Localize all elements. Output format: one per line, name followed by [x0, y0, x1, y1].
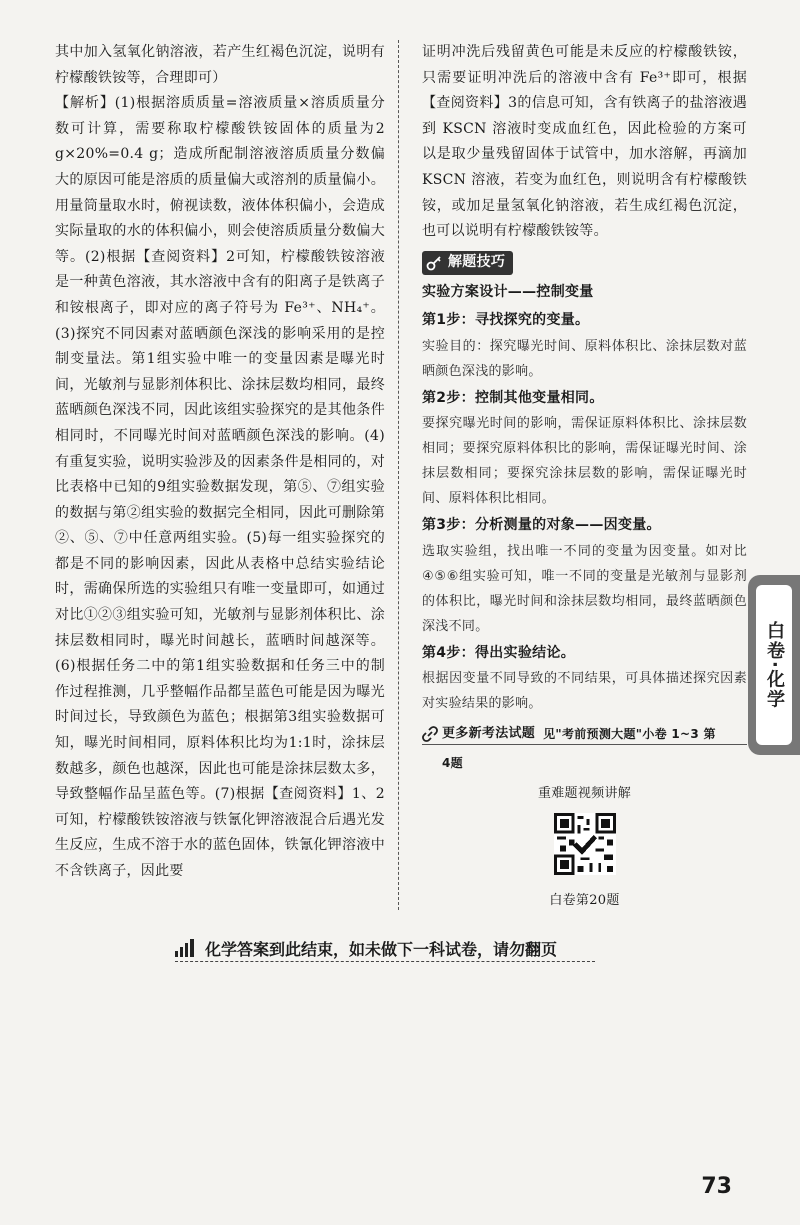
column-divider	[398, 40, 399, 910]
right-intro: 证明冲洗后残留黄色可能是未反应的柠檬酸铁铵，只需要证明冲洗后的溶液中含有 Fe³⁺即可，根据【查阅资料】3的信息可知，含有铁离子的盐溶液遇到 KSCN 溶液时变成血红色，因此检验的方案可以是取少量残留固体于试管中，加水溶解，再滴加 KSCN 溶液，若变为血红色，则说明含有柠檬酸铁铵，或加足量氢氧化钠溶液，若生成红褐色沉淀，也可以说明有柠檬酸铁铵等。	[422, 44, 747, 240]
link-icon	[422, 726, 438, 742]
footer-notice	[175, 935, 595, 962]
video-label: 重难题视频讲解	[537, 785, 632, 801]
qr-code-icon[interactable]	[554, 813, 616, 885]
step-1-title: 第1步：寻找探究的变量。	[422, 311, 590, 328]
video-block	[422, 781, 747, 914]
side-tab-inner	[756, 585, 792, 745]
signal-bars-icon	[175, 939, 197, 957]
step-3-title: 第3步：分析测量的对象——因变量。	[422, 517, 661, 534]
video-caption: 白卷第20题	[549, 893, 620, 909]
step-4-body: 根据因变量不同导致的不同结果，可具体描述探究因素对实验结果的影响。	[422, 671, 747, 712]
more-ref: 见"考前预测大题"小卷 1~3 第	[543, 727, 716, 742]
left-paragraph-1: 其中加入氢氧化钠溶液，若产生红褐色沉淀，说明有柠檬酸铁铵等，合理即可）	[55, 44, 385, 86]
tip-title: 实验方案设计——控制变量	[422, 284, 594, 301]
key-icon	[426, 255, 442, 271]
step-3-body: 选取实验组，找出唯一不同的变量为因变量。如对比④⑤⑥组实验可知，唯一不同的变量是光敏剂与显影剂的体积比，曝光时间和涂抹层数均相同，最终蓝晒颜色深浅不同。	[422, 543, 747, 634]
tip-label: 解题技巧	[448, 253, 506, 270]
step-4-title: 第4步：得出实验结论。	[422, 644, 576, 661]
step-1-body: 实验目的：探究曝光时间、原料体积比、涂抹层数对蓝晒颜色深浅的影响。	[422, 338, 747, 379]
tip-header	[422, 251, 513, 275]
left-column	[55, 40, 385, 885]
side-tab	[748, 575, 800, 755]
more-questions-row	[422, 724, 747, 745]
right-column	[422, 40, 747, 914]
footer-text: 化学答案到此结束，如未做下一科试卷，请勿翻页	[205, 939, 558, 959]
more-ref-continued: 4题	[442, 756, 463, 771]
more-title: 更多新考法试题	[442, 726, 536, 742]
left-paragraph-2: 【解析】(1)根据溶质质量=溶液质量×溶质质量分数可计算，需要称取柠檬酸铁铵固体的质量为2 g×20%=0.4 g；造成所配制溶液溶质质量分数偏大的原因可能是溶质的质量偏大或溶剂的质量偏小。用量筒量取水时，俯视读数，液体体积偏小，会造成实际量取的水的体积偏小，则会使溶质质量分数偏大等。(2)根据【查阅资料】2可知，柠檬酸铁铵溶液是一种黄色溶液，其水溶液中含有的阳离子是铁离子和铵根离子，即对应的离子符号为 Fe³⁺、NH₄⁺。(3)探究不同因素对蓝晒颜色深浅的影响采用的是控制变量法。第1组实验中唯一的变量因素是曝光时间，光敏剂与显影剂体积比、涂抹层数均相同，最终蓝晒颜色深浅不同，因此该组实验探究的是其他条件相同时，不同曝光时间对蓝晒颜色深浅的影响。(4)有重复实验，说明实验涉及的因素条件是相同的，对比表格中已知的9组实验数据发现，第⑤、⑦组实验的数据与第②组实验的数据完全相同，因此可删除第②、⑤、⑦中任意两组实验。(5)每一组实验探究的都是不同的影响因素，因此从表格中总结实验结论时，需确保所选的实验组只有唯一变量即可，如通过对比①②③组实验可知，光敏剂与显影剂体积比、涂抹层数相同时，曝光时间越长，蓝晒时间越深等。(6)根据任务二中的第1组实验数据和任务三中的制作过程推测，几乎整幅作品都呈蓝色可能是因为曝光时间过长，导致颜色为蓝色；根据第3组实验数据可知，曝光时间相同，原料体积比均为1:1时，涂抹层数越多，颜色也越深，因此也可能是涂抹层数太多，导致整幅作品呈蓝色等。(7)根据【查阅资料】1、2可知，柠檬酸铁铵溶液与铁氰化钾溶液混合后遇光发生反应，生成不溶于水的蓝色固体，铁氰化钾溶液中不含铁离子，因此要	[55, 95, 385, 879]
step-2-title: 第2步：控制其他变量相同。	[422, 389, 604, 406]
page-number: 73	[701, 1174, 732, 1199]
side-tab-label: 白卷·化学	[764, 620, 785, 710]
step-2-body: 要探究曝光时间的影响，需保证原料体积比、涂抹层数相同；要探究原料体积比的影响，需保证曝光时间、涂抹层数相同；要探究涂抹层数的影响，需保证曝光时间、原料体积比相同。	[422, 416, 747, 507]
